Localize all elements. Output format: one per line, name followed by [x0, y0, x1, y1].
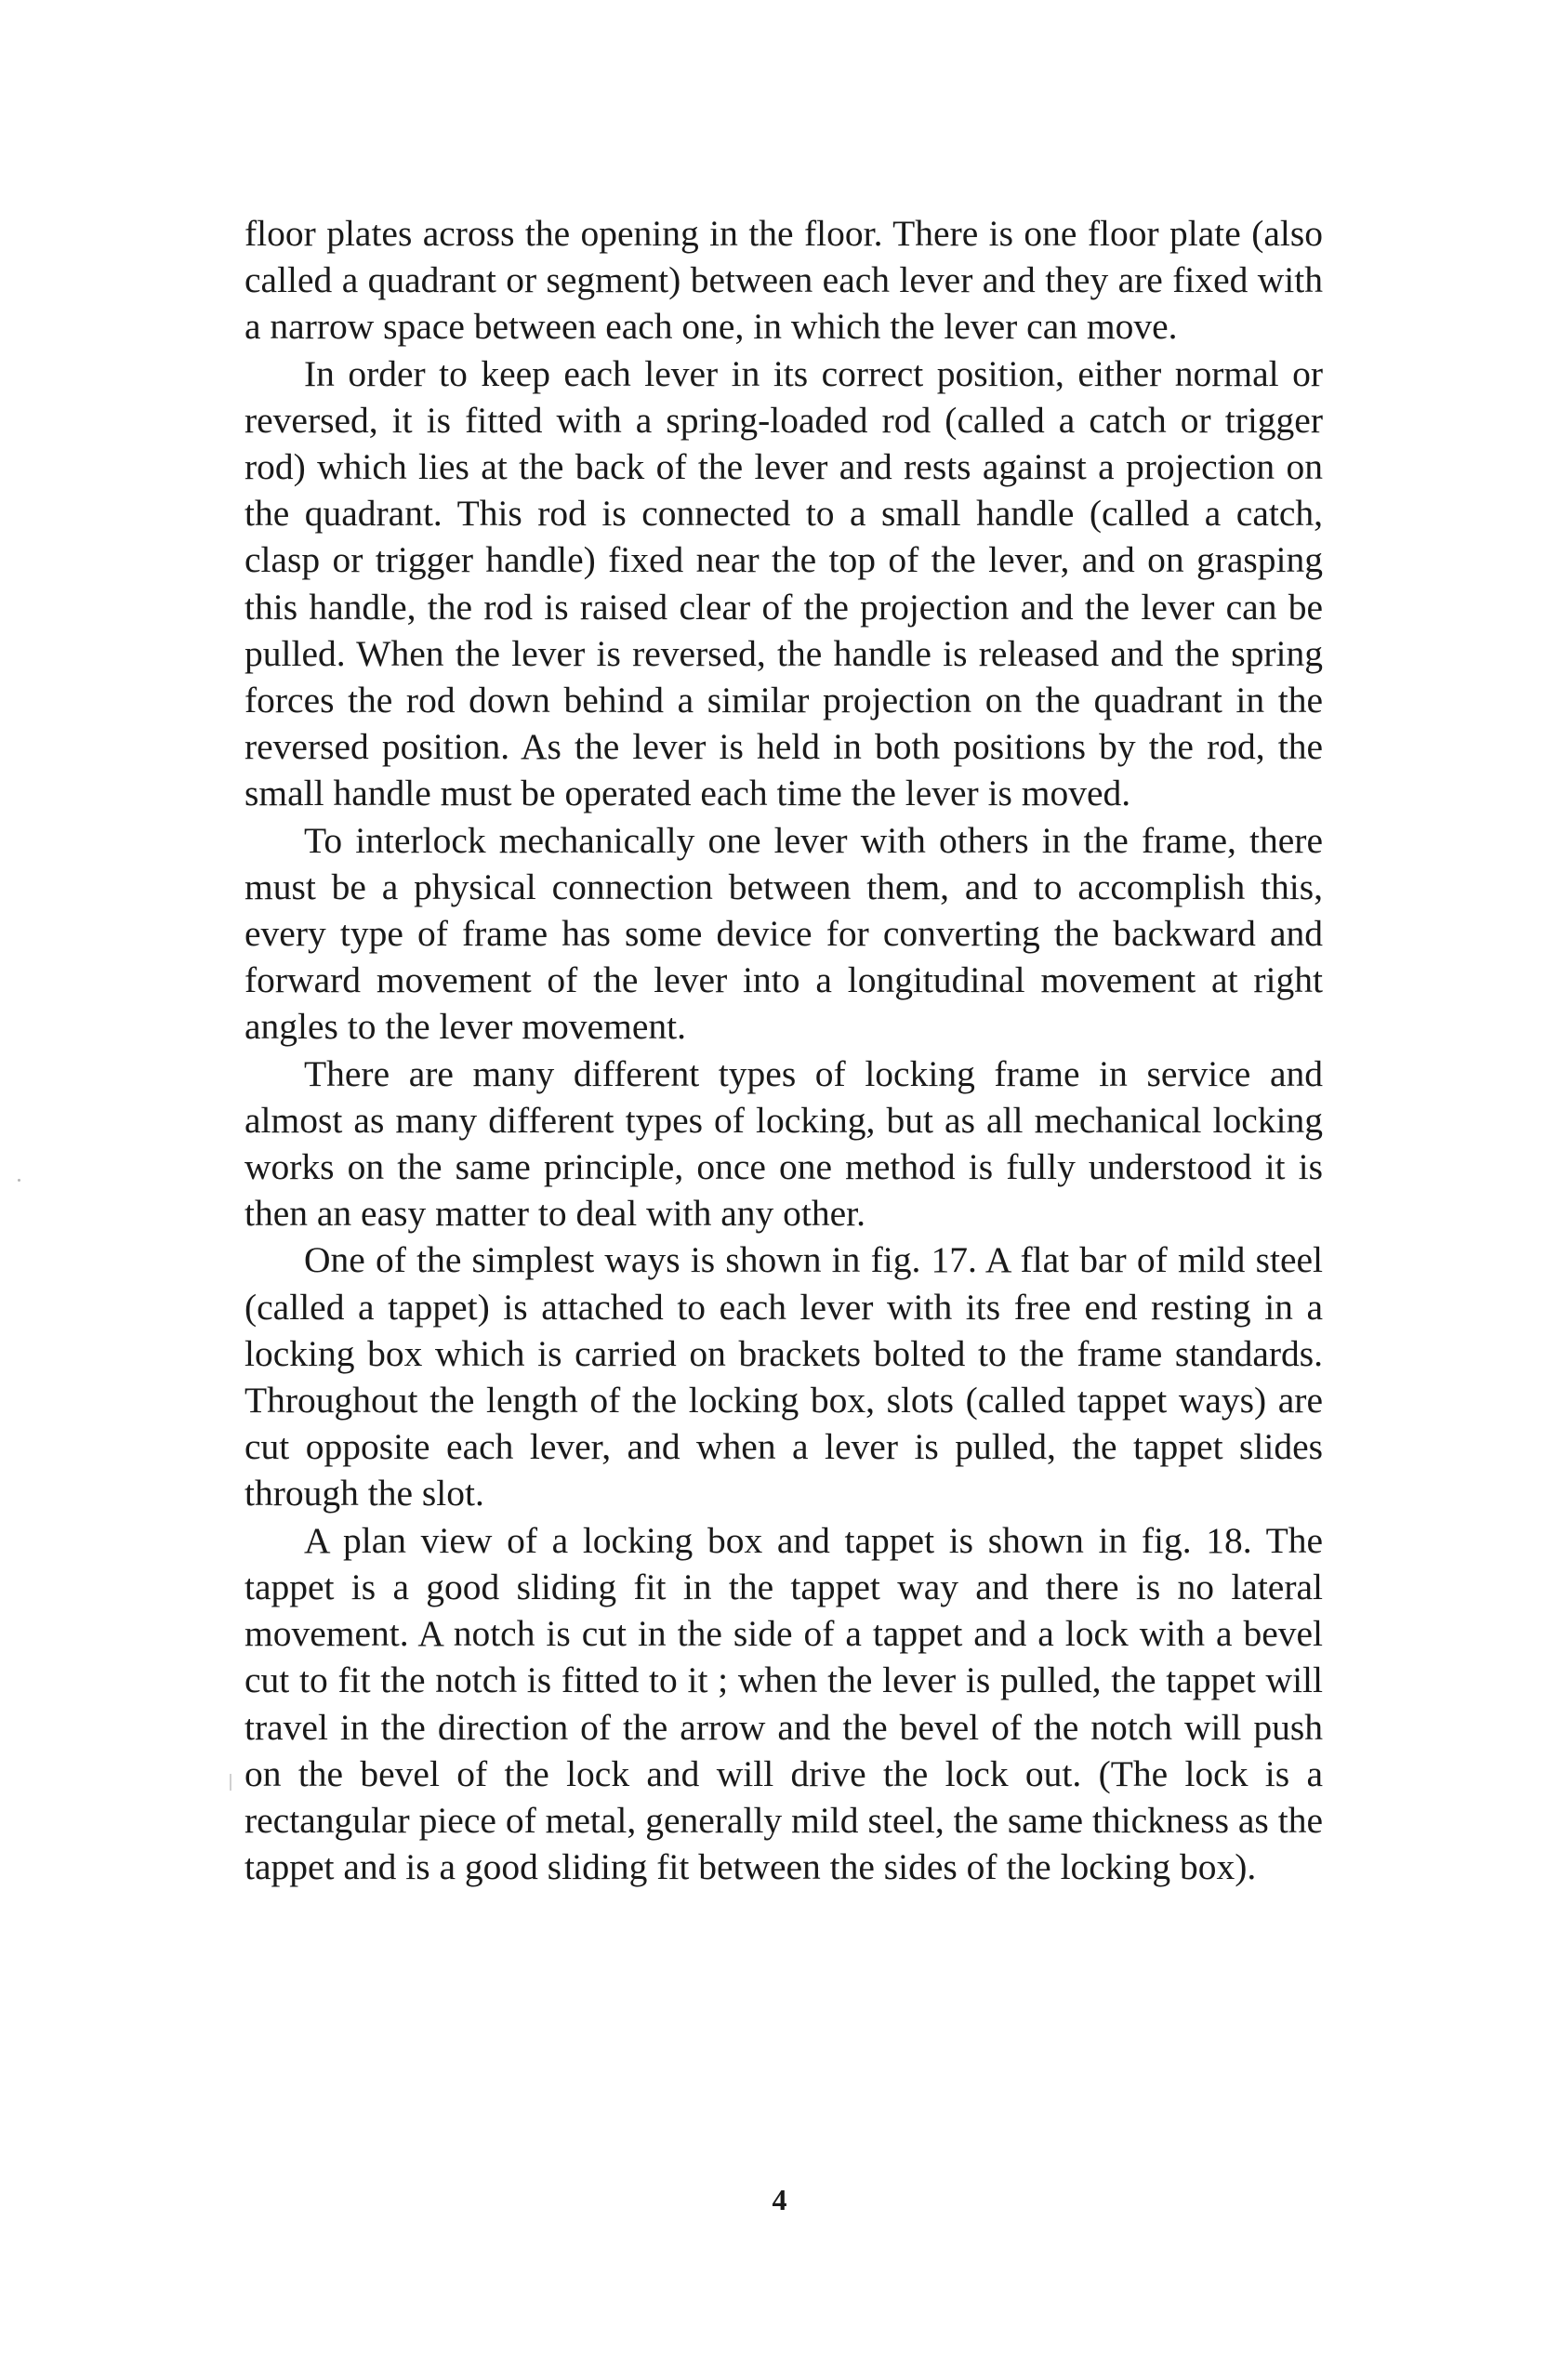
paragraph-trigger-rod: In order to keep each lever in its correct position, either normal or reversed, it is fitted with a spring-loaded rod (called a catch or trigger rod) which lies at the back of the lever and rests against a projection on the quadrant. This rod is connected to a small handle (called a catch, clasp or trigger handle) fixed near the top of the lever, and on grasping this handle, the rod is raised clear of the projection and the lever can be pulled. When the lever is reversed, the handle is released and the spring forces the rod down behind a similar projection on the quadrant in the reversed position. As the lever is held in both positions by the rod, the small handle must be operated each time the lever is moved. [244, 352, 1323, 814]
body-text [244, 210, 1323, 1890]
paragraph-tappet: One of the simplest ways is shown in fig. 17. A flat bar of mild steel (called a tappet) is attached to each lever with its free end resting in a locking box which is carried on brackets bolted to the frame standards. Throughout the length of the locking box, slots (called tappet ways) are cut opposite each lever, and when a lever is pulled, the tappet slides through the slot. [244, 1239, 1323, 1514]
paragraph-floor-plates: floor plates across the opening in the floor. There is one floor plate (also called a quadrant or segment) between each lever and they are fixed with a narrow space between each one, in which the lever can move. [244, 213, 1323, 348]
paragraph-plan-view: A plan view of a locking box and tappet is shown in fig. 18. The tappet is a good sliding fit in the tappet way and there is no lateral movement. A notch is cut in the side of a tappet and a lock with a bevel cut to fit the notch is fitted to it ; when the lever is pulled, the tappet will travel in the direction of the arrow and the bevel of the notch will push on the bevel of the lock and will drive the lock out. (The lock is a rectangular piece of metal, generally mild steel, the same thickness as the tappet and is a good sliding fit between the sides of the locking box). [244, 1519, 1323, 1888]
page-number-value: 4 [772, 2183, 787, 2216]
margin-mark [230, 1774, 231, 1791]
margin-speck [18, 1179, 20, 1182]
paragraph-locking-types: There are many different types of locking frame in service and almost as many different types of locking, but as all mechanical locking works on the same principle, once one method is fully understood it is then an easy matter to deal with any other. [244, 1052, 1323, 1235]
page-number [0, 2183, 1559, 2217]
paragraph-interlock: To interlock mechanically one lever with others in the frame, there must be a physical connection between them, and to accomplish this, every type of frame has some device for converting the backward and forward movement of the lever into a longitudinal movement at right angles to the lever movement. [244, 819, 1323, 1048]
